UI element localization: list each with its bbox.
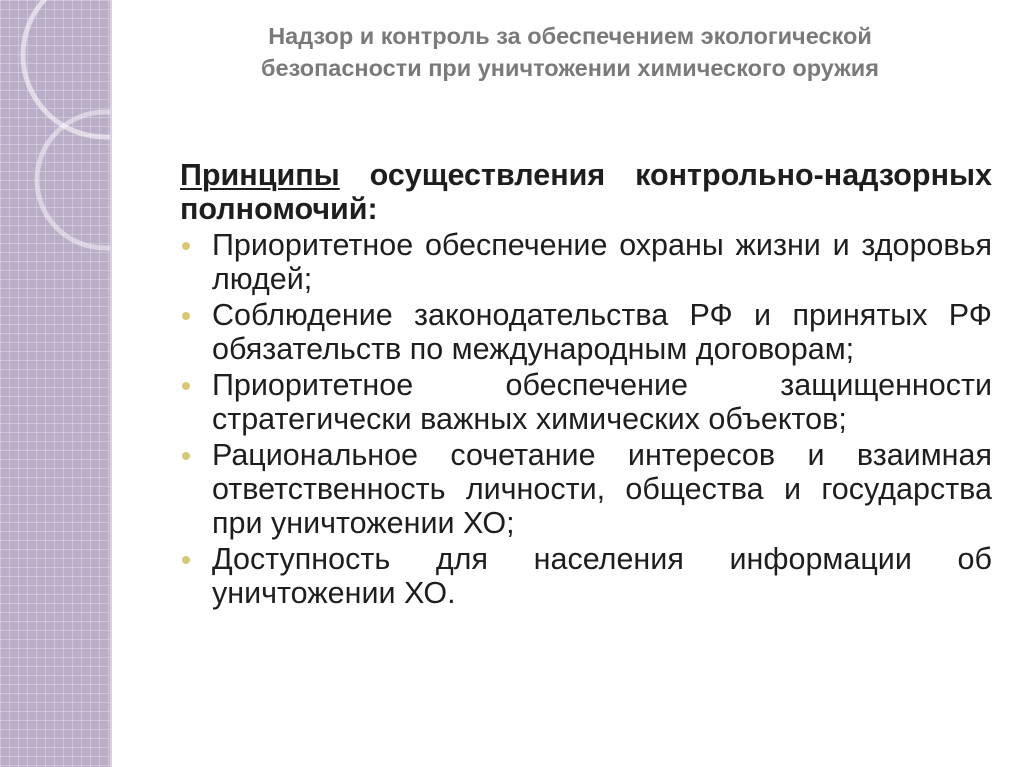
side-band-edge <box>110 0 112 767</box>
title-line-1: Надзор и контроль за обеспечением экологической <box>268 23 872 49</box>
list-item-text: Доступность для населения информации об уничтожении ХО. <box>212 542 992 610</box>
decorative-side-band <box>0 0 110 767</box>
bullet-dot-icon <box>182 452 190 460</box>
bullet-dot-icon <box>182 556 190 564</box>
title-line-2: безопасности при уничтожении химического оружия <box>261 55 879 81</box>
bullet-dot-icon <box>182 382 190 390</box>
list-item-text: Приоритетное обеспечение охраны жизни и здоровья людей; <box>212 228 992 296</box>
list-item-text: Соблюдение законодательства РФ и принятых РФ обязательств по международным договорам; <box>212 298 992 366</box>
bullet-dot-icon <box>182 312 190 320</box>
principles-heading <box>180 158 992 226</box>
list-item <box>180 438 992 540</box>
list-item-text: Приоритетное обеспечение защищенности стратегически важных химических объектов; <box>212 368 992 436</box>
list-item-text: Рациональное сочетание интересов и взаимная ответственность личности, общества и государства при уничтожении ХО; <box>212 438 992 540</box>
heading-rest: осуществления контрольно-надзорных полномочий: <box>180 158 992 226</box>
list-item <box>180 298 992 366</box>
list-item <box>180 228 992 296</box>
list-item <box>180 368 992 436</box>
principles-list <box>180 228 992 610</box>
bullet-dot-icon <box>182 242 190 250</box>
slide-title <box>150 20 990 84</box>
list-item <box>180 542 992 610</box>
decorative-rings <box>0 0 110 767</box>
heading-underlined-word: Принципы <box>180 158 340 192</box>
slide-content <box>180 158 992 612</box>
